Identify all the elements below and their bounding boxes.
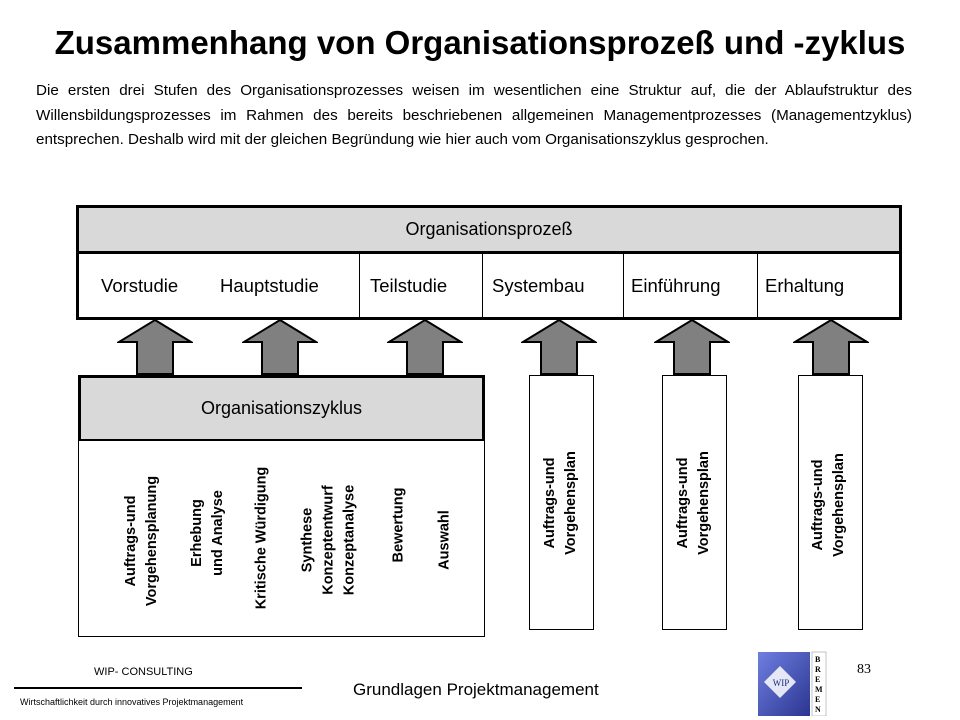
plan-box-label: Auftrags-und Vorgehensplan [542,451,579,555]
footer-company: WIP- CONSULTING [94,666,193,678]
cycle-step-bewertung: Bewertung [390,487,407,563]
intro-paragraph: Die ersten drei Stufen des Organisationsprozesses weisen im wesentlichen eine Struktur auf, die der Ablaufstruktur des Willensbildungsprozesses im Rahmen des bereits beschriebenen allgemeinen Managementprozesses (Managementzyklus) entsprechen. Deshalb wird mit der gleichen Begründung wie hier auch vom Organisationszyklus gesprochen. [36,82,912,148]
phase-vorstudie: Vorstudie [101,275,179,296]
up-arrow-icon [654,318,730,376]
plan-box-label: Auftrags-und Vorgehensplan [810,453,847,557]
logo-city-text: B R E M E N [815,655,823,714]
phase-systembau: Systembau [492,275,585,296]
cycle-step-auswahl: Auswahl [436,510,453,570]
process-box [76,205,902,320]
phase-divider [482,254,483,317]
cycle-heading: Organisationszyklus [78,375,485,441]
phase-erhaltung: Erhaltung [765,275,845,296]
phase-divider [623,254,624,317]
up-arrow-icon [117,318,193,376]
logo-wip-text: WIP [772,678,790,688]
up-arrow-icon [242,318,318,376]
cycle-step-planung: Auftrags-und Vorgehensplanung [123,475,160,607]
plan-box-label: Auftrags-und Vorgehensplan [675,451,712,555]
phase-divider [359,254,360,317]
process-heading: Organisationsprozeß [79,208,899,254]
up-arrow-icon [521,318,597,376]
footer-tagline: Wirtschaftlichkeit durch innovatives Projektmanagement [20,697,244,707]
phase-divider [757,254,758,317]
cycle-step-wuerdigung: Kritische Würdigung [253,466,270,610]
cycle-step-synthese: Synthese Konzeptentwurf Konzeptanalyse [299,484,358,596]
up-arrow-icon [387,318,463,376]
footer-divider [14,687,302,689]
slide-title: Zusammenhang von Organisationsprozeß und -zyklus [54,24,906,61]
phase-einfuehrung: Einführung [631,275,721,296]
phase-teilstudie: Teilstudie [370,275,448,296]
cycle-step-erhebung: Erhebung und Analyse [189,490,226,576]
up-arrow-icon [793,318,869,376]
wip-logo-icon [756,648,836,716]
process-phases [79,254,899,317]
page-number: 83 [857,662,871,677]
phase-hauptstudie: Hauptstudie [220,275,319,296]
footer-course-title: Grundlagen Projektmanagement [353,680,599,699]
